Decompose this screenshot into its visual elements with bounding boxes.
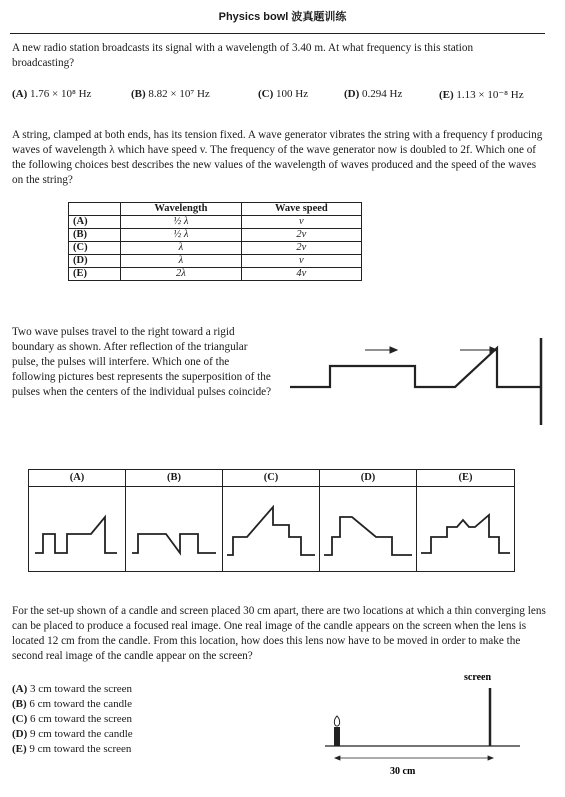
table-cell: ½ λ	[121, 229, 242, 242]
screen-label: screen	[464, 672, 492, 683]
q1-choice-b: (B) 8.82 × 10⁷ Hz	[131, 88, 210, 100]
option-a-cell	[29, 470, 126, 571]
table-cell: λ	[121, 242, 242, 255]
option-d-cell	[320, 470, 417, 571]
pulse-waveform	[290, 348, 541, 387]
table-cell: 2λ	[121, 268, 242, 281]
candle-screen-diagram	[320, 668, 540, 788]
arrow-right-icon	[460, 347, 497, 353]
arrow-right-icon	[365, 347, 397, 353]
q4-choice-e: (E) 9 cm toward the screen	[12, 743, 132, 755]
table-cell: 4v	[241, 268, 361, 281]
distance-label: 30 cm	[390, 766, 416, 777]
option-b-cell	[126, 470, 223, 571]
table-cell: (D)	[69, 255, 121, 268]
option-label: (B)	[126, 470, 222, 487]
q4-choice-c: (C) 6 cm toward the screen	[12, 713, 133, 725]
table-cell: (A)	[69, 216, 121, 229]
option-e-waveform	[417, 487, 514, 571]
option-e-cell	[417, 470, 514, 571]
q4-choice-d: (D) 9 cm toward the candle	[12, 728, 133, 740]
option-label: (C)	[223, 470, 319, 487]
table-cell: (E)	[69, 268, 121, 281]
q4-choice-a: (A) 3 cm toward the screen	[12, 683, 133, 695]
option-c-waveform	[223, 487, 319, 571]
table-row	[69, 268, 362, 281]
table-cell: (B)	[69, 229, 121, 242]
table-header-cell: Wave speed	[241, 203, 361, 216]
table-cell: v	[241, 216, 361, 229]
table-cell: λ	[121, 255, 242, 268]
header-divider	[10, 33, 545, 34]
question-2-text: A string, clamped at both ends, has its tension fixed. A wave generator vibrates the string with a frequency f producing waves of wavelength λ which have speed v. The frequency of the wave generator now is doubled to 2f. Which one of the following choices best describes the new values of the wavelength of waves produced and the speed of the waves on the string?	[12, 129, 543, 186]
table-header-cell: Wavelength	[121, 203, 242, 216]
table-cell: ½ λ	[121, 216, 242, 229]
table-cell: (C)	[69, 242, 121, 255]
option-c-cell	[223, 470, 320, 571]
q1-choice-a: (A) 1.76 × 10⁸ Hz	[12, 88, 92, 100]
table-cell: 2v	[241, 242, 361, 255]
q1-choice-e: (E) 1.13 × 10⁻⁸ Hz	[439, 89, 524, 101]
option-label: (D)	[320, 470, 416, 487]
table-header-cell	[69, 203, 121, 216]
option-d-waveform	[320, 487, 416, 571]
question-1-text: A new radio station broadcasts its signal with a wavelength of 3.40 m. At what frequency is this station broadcasting?	[12, 42, 474, 69]
table-row	[69, 216, 362, 229]
table-row	[69, 255, 362, 268]
page-title: Physics bowl 波真题训练	[218, 11, 347, 23]
table-row	[69, 242, 362, 255]
q4-choice-b: (B) 6 cm toward the candle	[12, 698, 133, 710]
option-label: (A)	[29, 470, 125, 487]
q1-choice-d: (D) 0.294 Hz	[344, 88, 403, 100]
superposition-options-grid	[28, 469, 515, 572]
table-cell: v	[241, 255, 361, 268]
wavelength-speed-table	[68, 202, 362, 281]
option-a-waveform	[29, 487, 125, 571]
question-4-text: For the set-up shown of a candle and screen placed 30 cm apart, there are two locations at which a thin converging lens can be placed to produce a focused real image. One real image of the candle appears on the screen when the lens is located 12 cm from the candle. From this location, how does this lens now have to be moved in order to make the second real image of the candle appear on the screen?	[12, 605, 546, 662]
q1-choice-c: (C) 100 Hz	[258, 88, 309, 100]
incident-pulses-diagram	[285, 330, 550, 430]
table-cell: 2v	[241, 229, 361, 242]
distance-arrow	[335, 756, 493, 760]
option-b-waveform	[126, 487, 222, 571]
option-label: (E)	[417, 470, 514, 487]
table-row	[69, 229, 362, 242]
candle-icon	[334, 716, 340, 746]
table-header-row	[69, 203, 362, 216]
question-3-text: Two wave pulses travel to the right toward a rigid boundary as shown. After reflection of the triangular pulse, the pulses will interfere. Which one of the following pictures best represents the superposition of the pulses when the centers of the individual pulses coincide?	[12, 326, 272, 398]
